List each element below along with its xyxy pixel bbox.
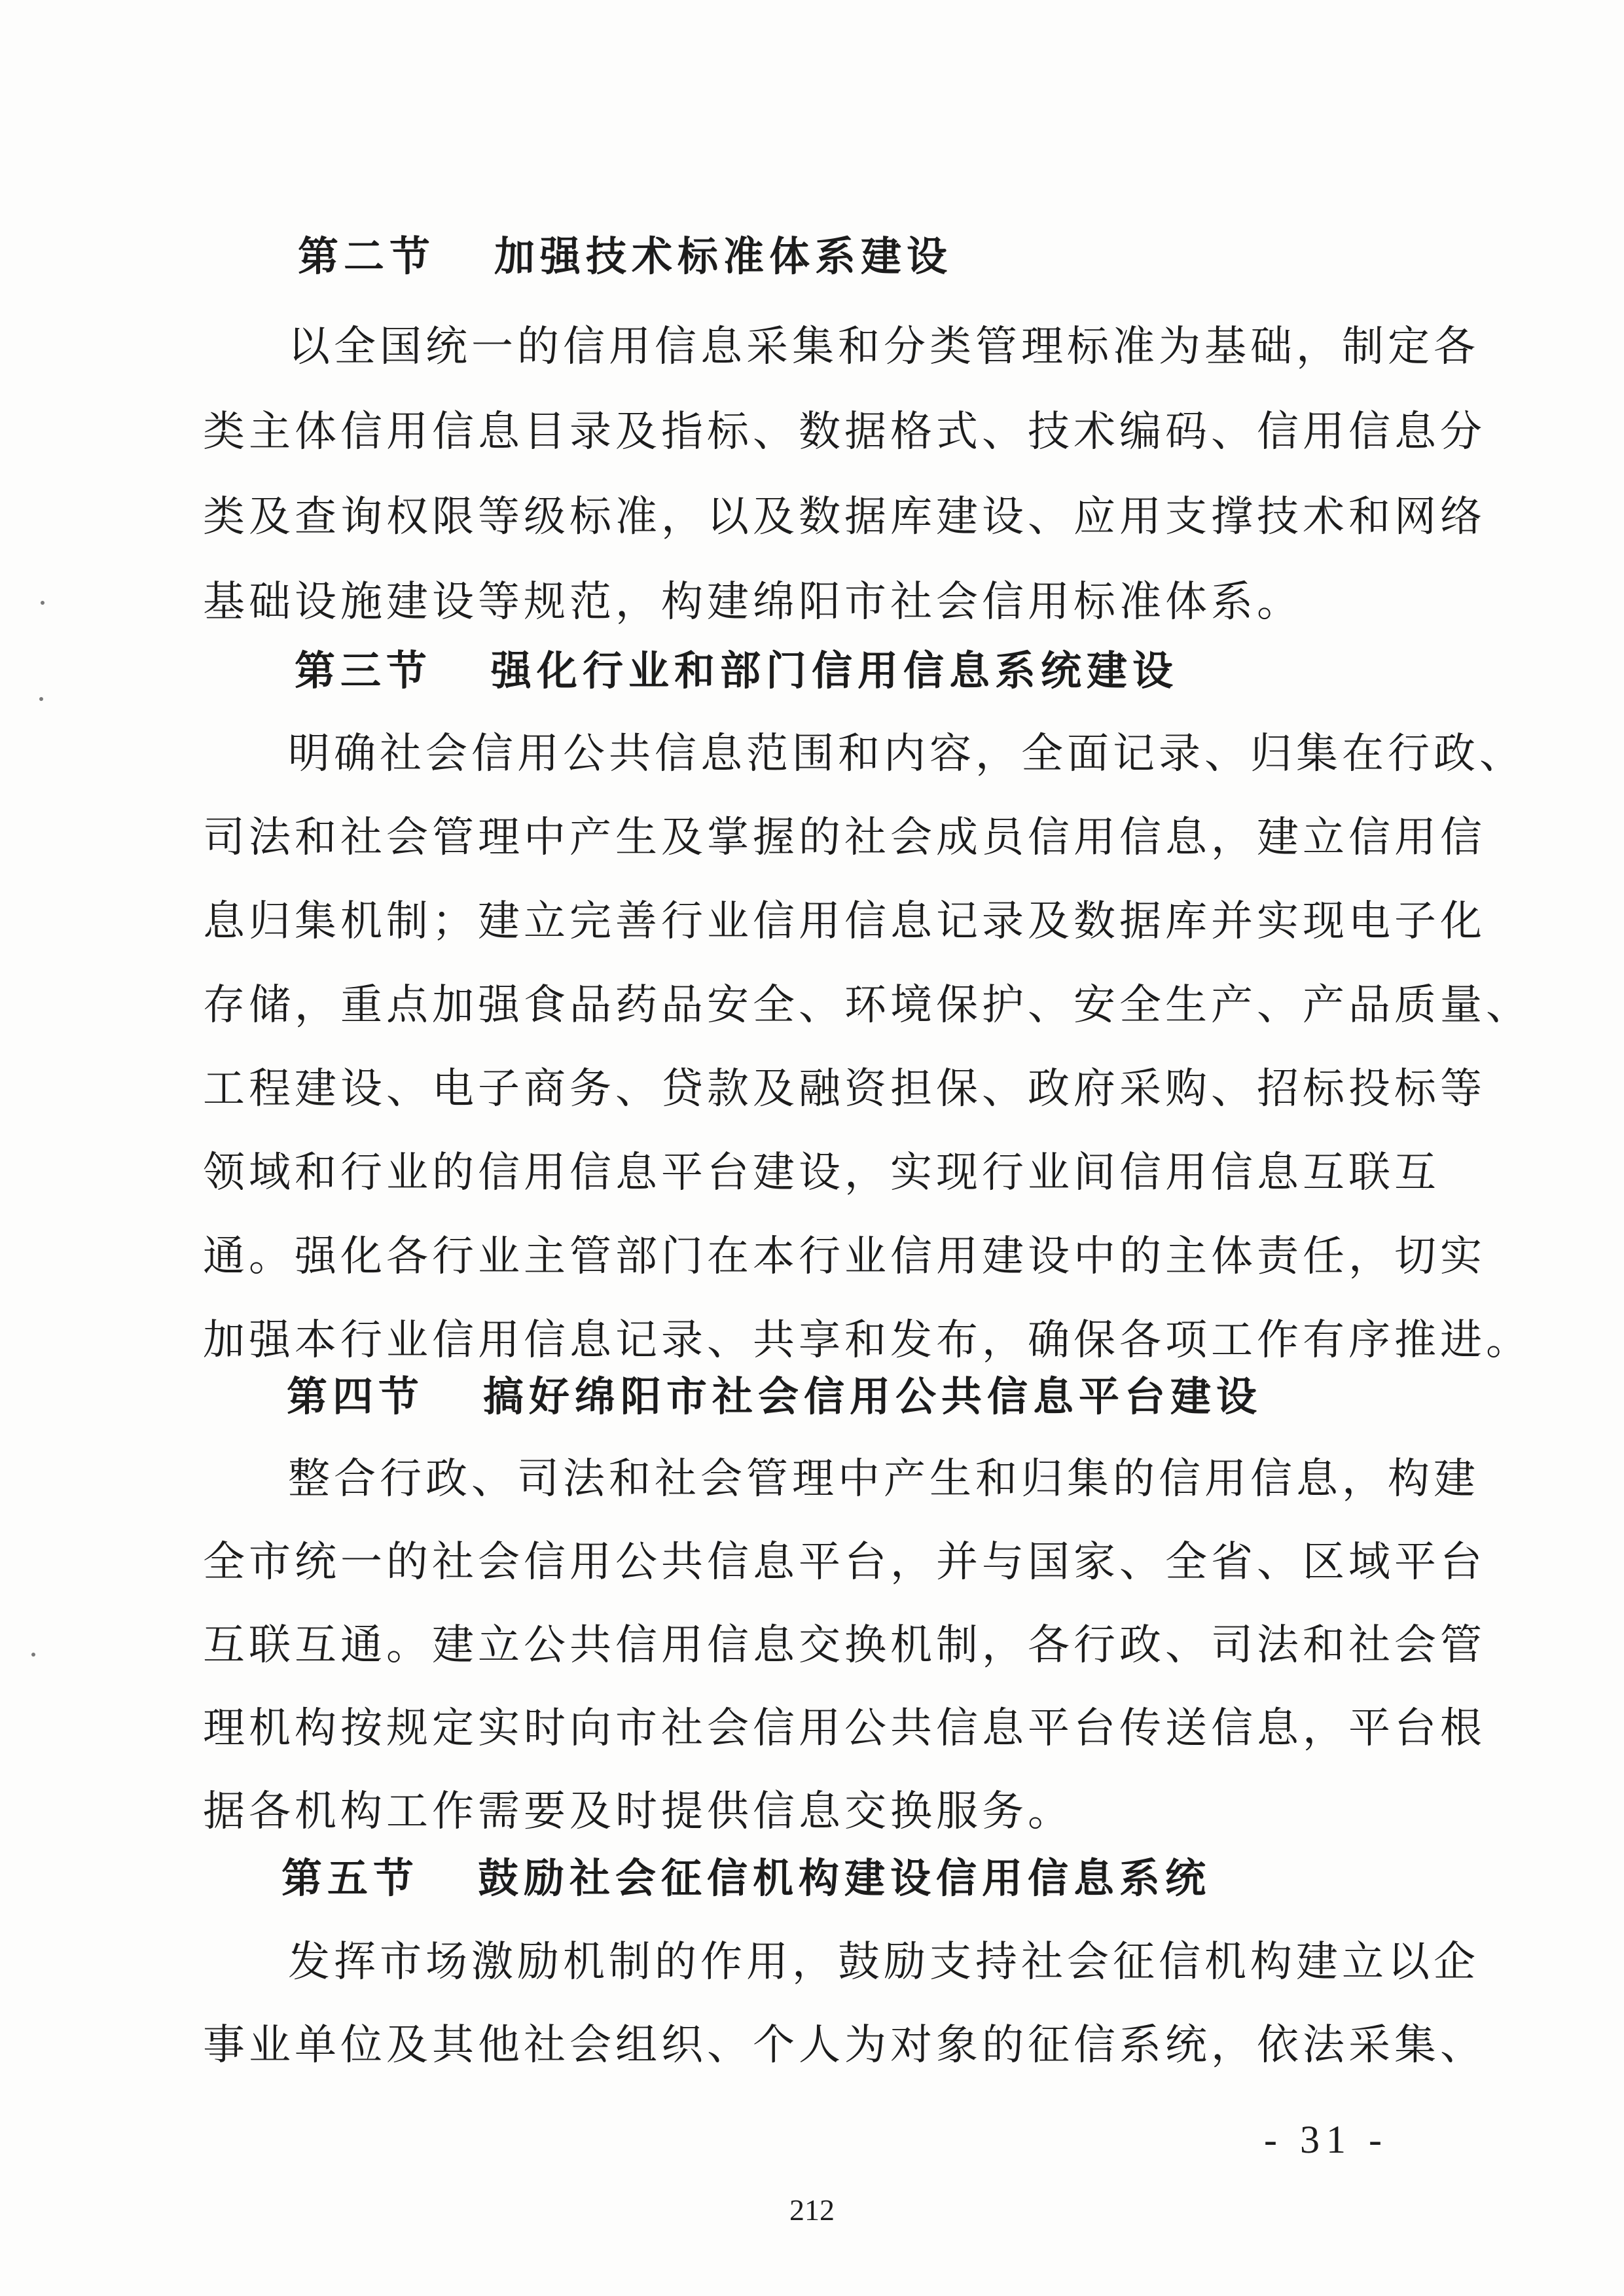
- footer-number: 212: [789, 2193, 835, 2227]
- section-heading-2: [298, 230, 1489, 283]
- paragraph-line: 存储，重点加强食品药品安全、环境保护、安全生产、产品质量、: [203, 981, 1532, 1030]
- section-title: 搞好绵阳市社会信用公共信息平台建设: [483, 1372, 1263, 1420]
- paragraph-line: 整合行政、司法和社会管理中产生和归集的信用信息，构建: [288, 1455, 1479, 1503]
- section-title: 鼓励社会征信机构建设信用信息系统: [478, 1854, 1212, 1902]
- section-number: 第五节: [281, 1854, 420, 1902]
- paragraph-line: 通。强化各行业主管部门在本行业信用建设中的主体责任，切实: [203, 1232, 1486, 1281]
- page-number: - 31 -: [1264, 2118, 1388, 2161]
- paragraph-line: 加强本行业信用信息记录、共享和发布，确保各项工作有序推进。: [203, 1316, 1532, 1365]
- paragraph-line: 据各机构工作需要及时提供信息交换服务。: [203, 1787, 1074, 1836]
- paragraph-line: 发挥市场激励机制的作用，鼓励支持社会征信机构建立以企: [288, 1938, 1479, 1986]
- scan-speck: [41, 601, 45, 605]
- section-title: 加强技术标准体系建设: [494, 232, 953, 280]
- paragraph-line: 全市统一的社会信用公共信息平台，并与国家、全省、区域平台: [203, 1538, 1486, 1587]
- paragraph-line: 基础设施建设等规范，构建绵阳市社会信用标准体系。: [203, 578, 1303, 626]
- scan-speck: [31, 1653, 35, 1657]
- paragraph-line: 司法和社会管理中产生及掌握的社会成员信用信息，建立信用信: [203, 814, 1486, 862]
- paragraph-line: 以全国统一的信用信息采集和分类管理标准为基础，制定各: [288, 323, 1479, 371]
- paragraph-line: 工程建设、电子商务、贷款及融资担保、政府采购、招标投标等: [203, 1065, 1486, 1113]
- section-heading-5: [281, 1852, 1473, 1905]
- paragraph-line: 理机构按规定实时向市社会信用公共信息平台传送信息，平台根: [203, 1704, 1486, 1753]
- paragraph-line: 互联互通。建立公共信用信息交换机制，各行政、司法和社会管: [203, 1621, 1486, 1670]
- section-heading-3: [295, 645, 1486, 697]
- paragraph-line: 息归集机制；建立完善行业信用信息记录及数据库并实现电子化: [203, 897, 1486, 946]
- paragraph-line: 领域和行业的信用信息平台建设，实现行业间信用信息互联互: [203, 1149, 1440, 1197]
- section-title: 强化行业和部门信用信息系统建设: [491, 647, 1179, 694]
- section-number: 第二节: [298, 232, 436, 280]
- paragraph-line: 类主体信用信息目录及指标、数据格式、技术编码、信用信息分: [203, 408, 1486, 456]
- section-number: 第四节: [287, 1372, 425, 1420]
- section-number: 第三节: [295, 647, 433, 694]
- paragraph-line: 事业单位及其他社会组织、个人为对象的征信系统，依法采集、: [203, 2021, 1486, 2070]
- section-heading-4: [287, 1371, 1478, 1423]
- paragraph-line: 类及查询权限等级标准，以及数据库建设、应用支撑技术和网络: [203, 493, 1486, 541]
- scan-speck: [39, 697, 43, 701]
- paragraph-line: 明确社会信用公共信息范围和内容，全面记录、归集在行政、: [288, 730, 1525, 778]
